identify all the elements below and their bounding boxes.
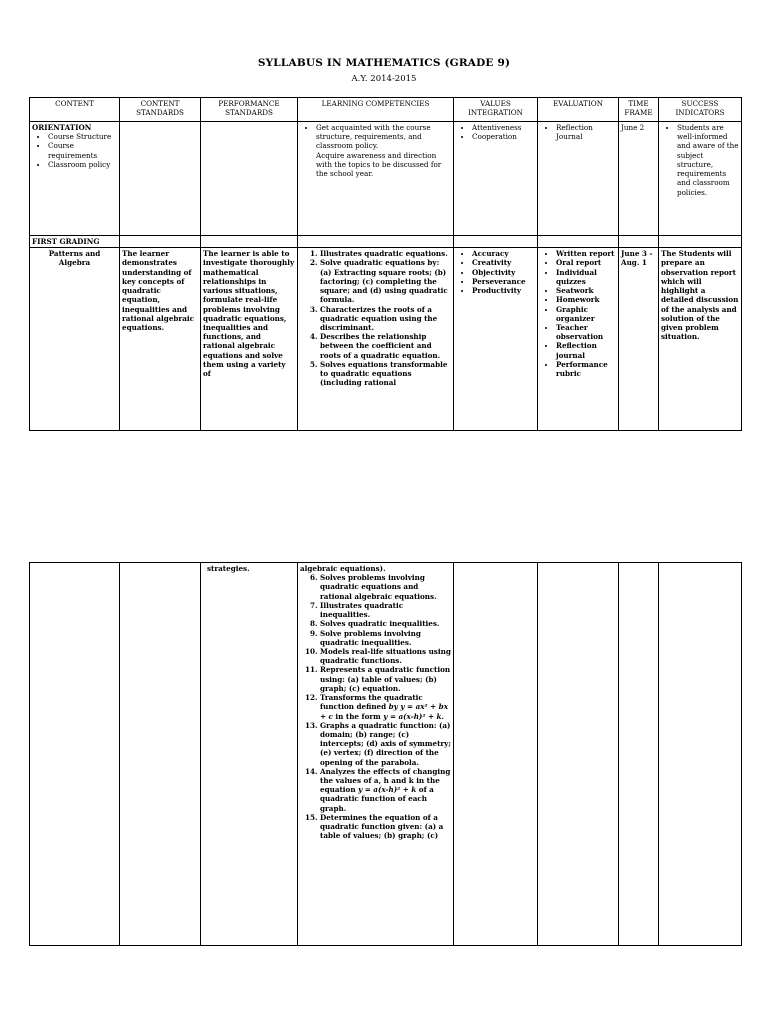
list-item: 10. Models real-life situations using quadratic functions. (320, 647, 451, 665)
performance-continued (201, 563, 298, 946)
list-item: • Creativity (472, 258, 535, 267)
header-content-standards: CONTENT STANDARDS (120, 98, 201, 122)
patterns-algebra-content: Patterns and Algebra (30, 248, 120, 431)
orientation-competency-extra: Acquire awareness and direction with the topics to be discussed for the school year. (316, 150, 442, 179)
list-item: 6. Solves problems involving quadratic equations and rational algebraic equations. (320, 573, 451, 601)
list-item: • Classroom policy (48, 160, 117, 169)
content-standard-text: The learner demonstrates understanding of key concepts of quadratic equation, inequalities and rational algebraic equations. (120, 248, 201, 431)
orientation-time-cell: June 2 (619, 122, 659, 236)
competency-lead: algebraic equations). (300, 564, 386, 573)
list-item: 8. Solves quadratic inequalities. (320, 619, 451, 628)
list-item: 7. Illustrates quadratic inequalities. (320, 601, 451, 619)
header-success-indicators: SUCCESS INDICATORS (659, 98, 742, 122)
competency-14-post: of a quadratic function of each graph. (320, 785, 434, 813)
equation-vertex-form-2: y = a(x-h)² + k (358, 785, 417, 795)
list-item: 5. Solves equations transformable to quadratic equations (including rational (320, 360, 451, 388)
equation-standard-form: by y = ax² + bx + c (320, 702, 448, 721)
list-item: 2. Solve quadratic equations by: (a) Extracting square roots; (b) factoring; (c) completing the square; and (d) using quadratic formula. (320, 258, 451, 304)
list-item: 1. Illustrates quadratic equations. (320, 249, 451, 258)
list-item: • Performance rubric (556, 360, 616, 378)
header-row (30, 98, 742, 122)
syllabus-table-continued (29, 562, 742, 946)
list-item: • Cooperation (472, 132, 535, 141)
syllabus-table-top (29, 97, 742, 431)
performance-standard-value: The learner is able to investigate thoroughly mathematical relationships in various situations, formulate real-life problems involving quadratic equations, inequalities and functions, and rational algebraic equations and solve them using a variety of (203, 249, 295, 379)
list-item: 15. Determines the equation of a quadratic function given: (a) a table of values; (b) graph; (c) (320, 813, 451, 841)
list-item: • Students are well-informed and aware of the subject structure, requirements and classroom policies. (677, 123, 739, 197)
list-item: 13. Graphs a quadratic function: (a) domain; (b) range; (c) intercepts; (d) axis of symmetry; (e) vertex; (f) direction of the opening of the parabola. (320, 721, 451, 767)
competency-14-pre: Analyzes the effects of changing the values of a, h and k in the equation (320, 766, 451, 795)
time-frame-start: June 3 - (621, 249, 653, 259)
list-item: • Written report (556, 249, 616, 258)
list-item: • Course Structure (48, 132, 117, 141)
success-indicator-cell: The Students will prepare an observation report which will highlight a detailed discussion of the analysis and solution of the given problem situation. (659, 248, 742, 431)
list-item: • Course requirements (48, 141, 117, 159)
list-item: • Teacher observation (556, 323, 616, 341)
list-item: • Individual quizzes (556, 268, 616, 286)
orientation-success-cell (659, 122, 742, 236)
equation-vertex-form: y = a(x-h)² + k. (383, 711, 444, 721)
orientation-competency-cell (298, 122, 454, 236)
list-item (320, 767, 451, 813)
list-item: • Reflection journal (556, 341, 616, 359)
first-grading-label: FIRST GRADING (30, 236, 120, 248)
competency-12-pre: Transforms the quadratic function defined (320, 693, 423, 712)
list-item: • Objectivity (472, 268, 535, 277)
list-item: 9. Solve problems involving quadratic inequalities. (320, 629, 451, 647)
continued-row (30, 563, 742, 946)
performance-standard-text (201, 248, 298, 431)
list-item: • Graphic organizer (556, 305, 616, 323)
orientation-content-cell (30, 122, 120, 236)
page-title: SYLLABUS IN MATHEMATICS (GRADE 9) (257, 57, 511, 69)
header-values-integration: VALUES INTEGRATION (454, 98, 538, 122)
academic-year: A.Y. 2014-2015 (351, 74, 417, 84)
orientation-evaluation-cell (538, 122, 619, 236)
list-item: • Homework (556, 295, 616, 304)
competency-12-mid: in the form (335, 711, 381, 721)
time-frame-cell (619, 248, 659, 431)
orientation-values-cell (454, 122, 538, 236)
list-item: • Seatwork (556, 286, 616, 295)
evaluation-cell (538, 248, 619, 431)
orientation-row (30, 122, 742, 236)
performance-continued-text: strategies. (207, 564, 250, 573)
first-grading-row (30, 236, 742, 248)
list-item: • Get acquainted with the course structure, requirements, and classroom policy. (316, 123, 451, 151)
time-frame-end: Aug. 1 (621, 258, 647, 268)
values-cell (454, 248, 538, 431)
list-item: • Reflection Journal (556, 123, 616, 141)
orientation-performance-cell (201, 122, 298, 236)
header-time-frame: TIME FRAME (619, 98, 659, 122)
orientation-label: ORIENTATION (32, 123, 92, 132)
header-performance-standards: PERFORMANCE STANDARDS (201, 98, 298, 122)
list-item: • Perseverance (472, 277, 535, 286)
header-content: CONTENT (30, 98, 120, 122)
patterns-algebra-row (30, 248, 742, 431)
list-item: • Productivity (472, 286, 535, 295)
list-item: • Accuracy (472, 249, 535, 258)
orientation-content-standards-cell (120, 122, 201, 236)
list-item (320, 693, 451, 721)
header-evaluation: EVALUATION (538, 98, 619, 122)
list-item: 4. Describes the relationship between the coefficient and roots of a quadratic equation. (320, 332, 451, 360)
list-item: • Attentiveness (472, 123, 535, 132)
competencies-cell (298, 248, 454, 431)
list-item: • Oral report (556, 258, 616, 267)
header-learning-competencies: LEARNING COMPETENCIES (298, 98, 454, 122)
list-item: 3. Characterizes the roots of a quadratic equation using the discriminant. (320, 305, 451, 333)
competencies-continued-cell (298, 563, 454, 946)
list-item: 11. Represents a quadratic function using: (a) table of values; (b) graph; (c) equation. (320, 665, 451, 693)
